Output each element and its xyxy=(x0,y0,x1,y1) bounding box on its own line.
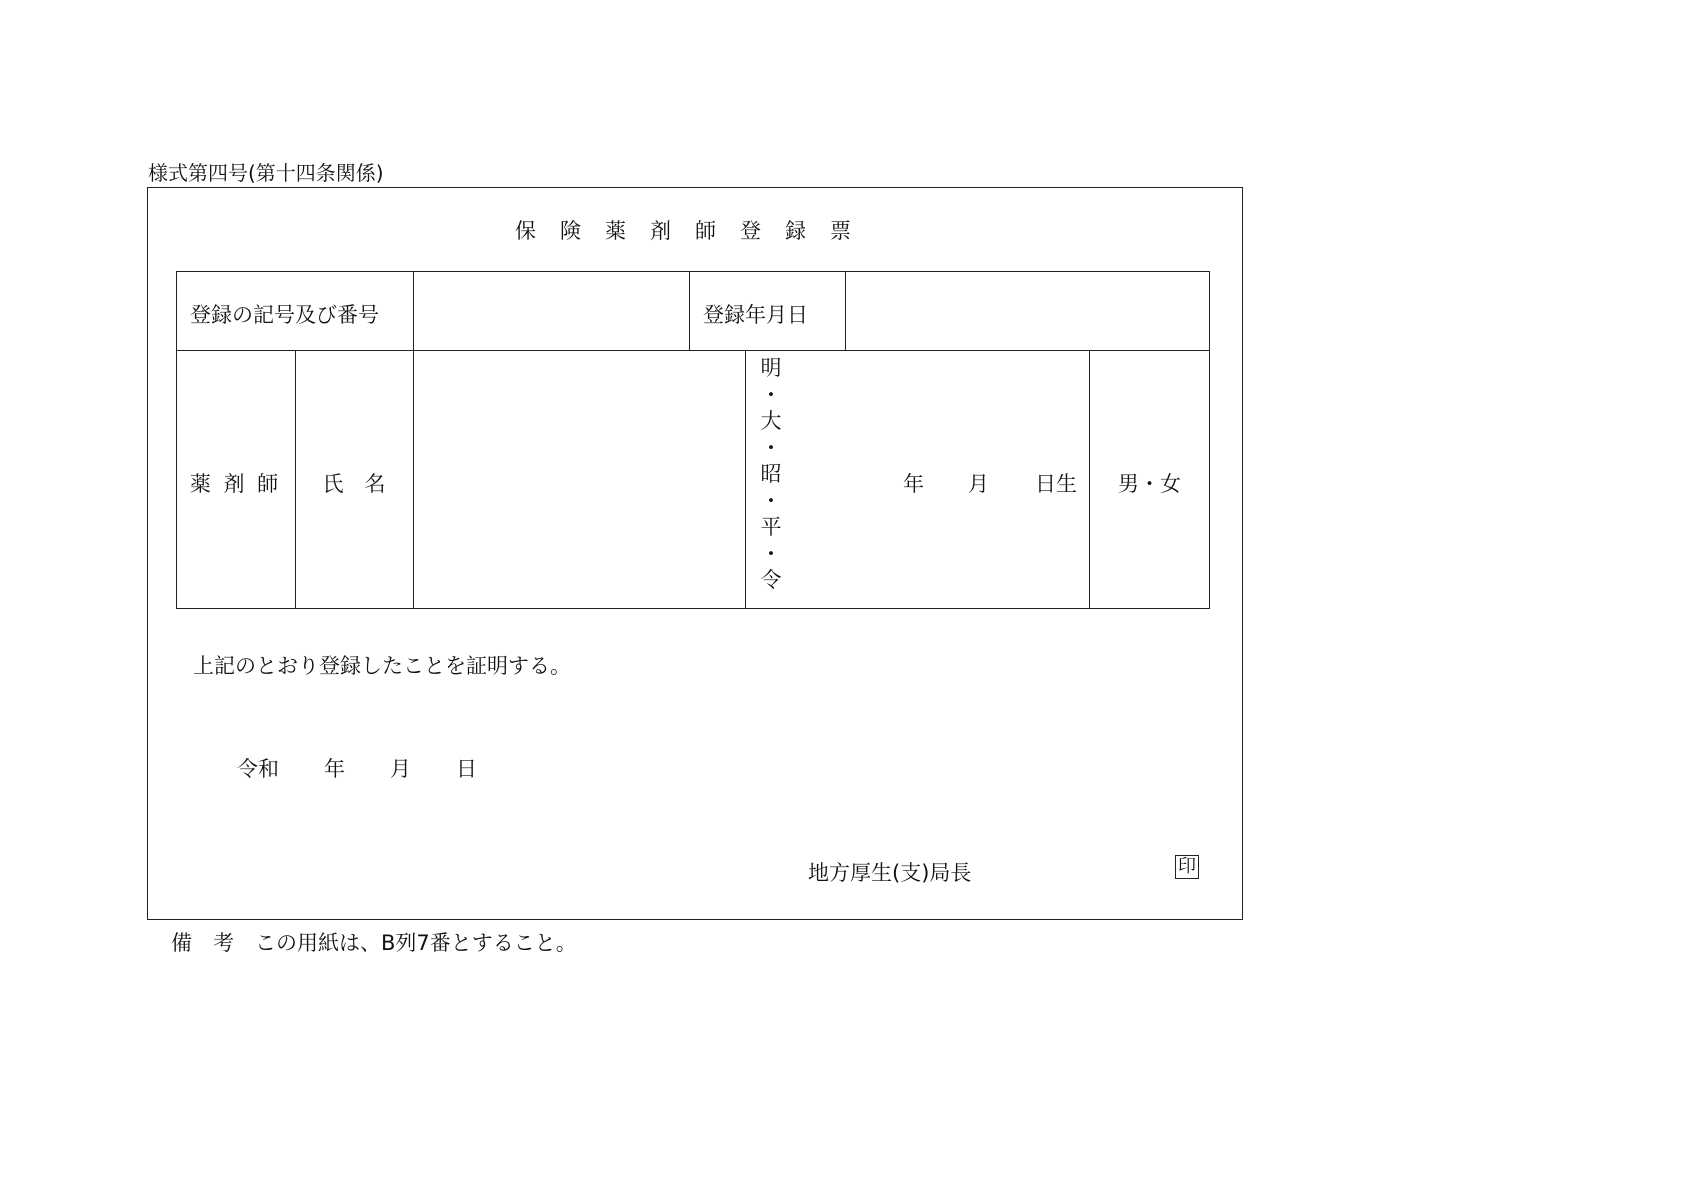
seal-stamp: 印 xyxy=(1175,855,1199,879)
date-era: 令和 xyxy=(237,757,279,781)
form-title: 保険薬剤師登録票 xyxy=(515,219,875,243)
sex-label: 男・女 xyxy=(1118,472,1181,496)
date-year: 年 xyxy=(324,757,345,781)
era-separator: ・ xyxy=(760,488,782,513)
issuer-title: 地方厚生(支)局長 xyxy=(808,861,972,885)
era-taisho: 大 xyxy=(760,409,782,433)
reg-number-label: 登録の記号及び番号 xyxy=(190,303,379,327)
table-col-divider xyxy=(845,271,846,351)
table-col-divider xyxy=(689,271,690,351)
reg-number-value[interactable] xyxy=(415,273,687,349)
name-value[interactable] xyxy=(415,352,743,607)
era-column xyxy=(753,355,789,594)
birth-month-label: 月 xyxy=(968,472,989,496)
birth-year-label: 年 xyxy=(903,472,924,496)
date-day: 日 xyxy=(456,757,477,781)
reg-date-label: 登録年月日 xyxy=(703,303,808,327)
pharmacist-label: 薬 剤 師 xyxy=(189,472,282,496)
date-month: 月 xyxy=(390,757,411,781)
era-heisei: 平 xyxy=(760,515,782,539)
era-meiji: 明 xyxy=(760,356,782,380)
era-separator: ・ xyxy=(760,435,782,460)
era-separator: ・ xyxy=(760,541,782,566)
certification-text: 上記のとおり登録したことを証明する。 xyxy=(193,654,571,678)
form-number: 様式第四号(第十四条関係) xyxy=(148,161,384,185)
table-col-divider xyxy=(413,271,414,609)
name-label: 氏 名 xyxy=(322,472,386,496)
table-col-divider xyxy=(745,350,746,609)
reg-date-value[interactable] xyxy=(847,273,1208,349)
table-row-divider xyxy=(176,350,1210,351)
birth-day-label: 日生 xyxy=(1035,472,1077,496)
era-showa: 昭 xyxy=(760,462,782,486)
era-reiwa: 令 xyxy=(760,568,782,592)
remarks-text: 備 考 この用紙は、B列7番とすること。 xyxy=(171,931,577,955)
era-separator: ・ xyxy=(760,382,782,407)
